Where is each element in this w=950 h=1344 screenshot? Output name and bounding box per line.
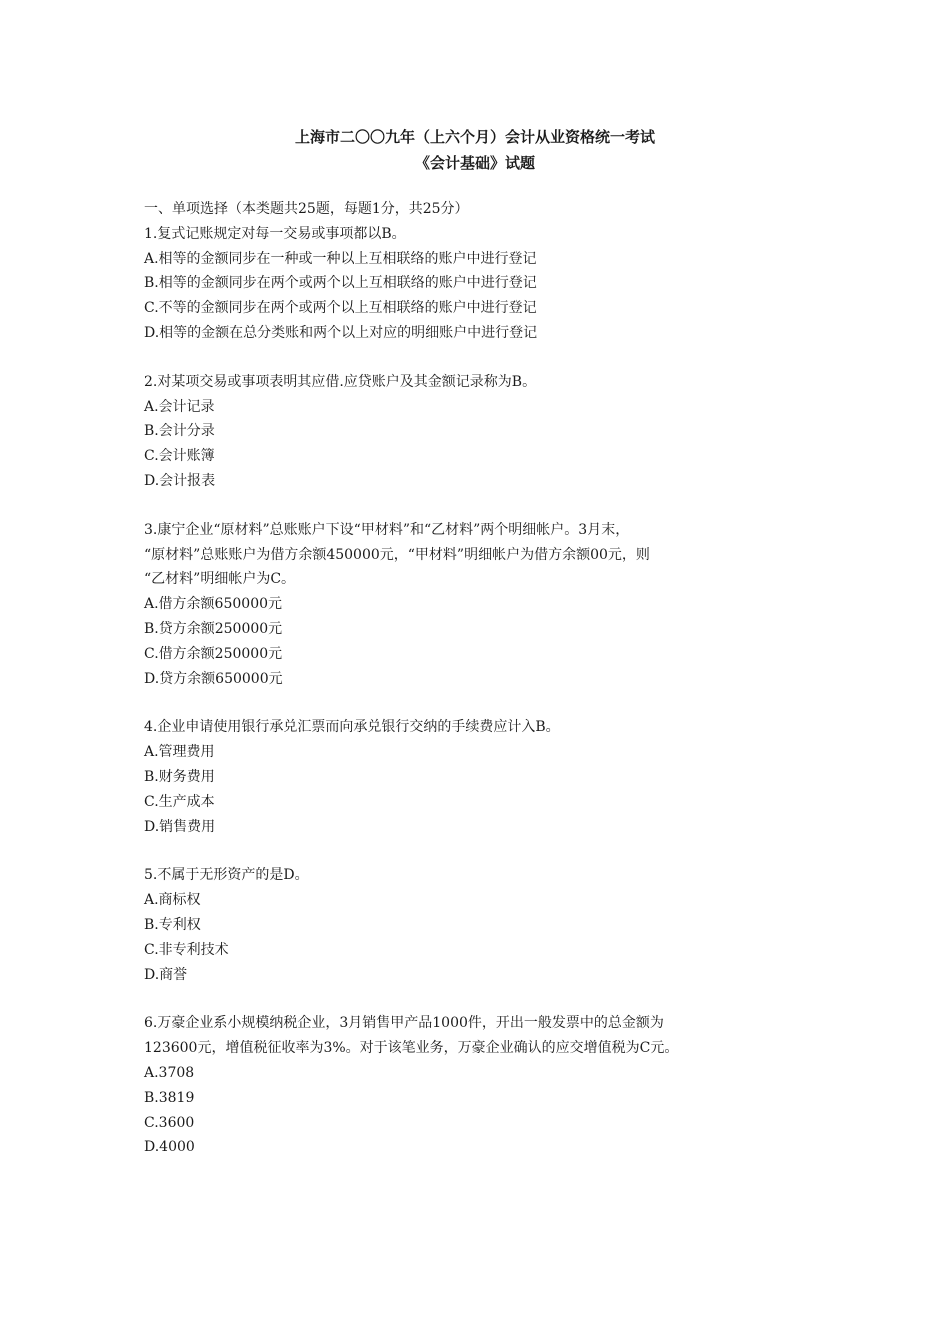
question-text: “乙材料”明细帐户为C。 <box>144 571 296 588</box>
option-d: D.4000 <box>144 1139 195 1156</box>
question-5 <box>144 863 824 987</box>
option-a: A.会计记录 <box>144 398 215 415</box>
option-c: C.非专利技术 <box>144 941 229 958</box>
option-b: B.贷方余额250000元 <box>144 620 283 637</box>
option-d: D.销售费用 <box>144 818 216 835</box>
question-text: 3.康宁企业“原材料”总账账户下设“甲材料”和“乙材料”两个明细帐户。3月末， <box>144 521 630 538</box>
question-text: 123600元，增值税征收率为3%。对于该笔业务，万豪企业确认的应交增值税为C元。 <box>144 1040 679 1057</box>
option-a: A.管理费用 <box>144 744 215 761</box>
question-text: “原材料”总账账户为借方余额450000元，“甲材料”明细帐户为借方余额00元，则 <box>144 546 650 563</box>
question-2 <box>144 370 824 494</box>
question-text: 1.复式记账规定对每一交易或事项都以B。 <box>144 225 406 242</box>
option-c: C.3600 <box>144 1114 195 1131</box>
question-spacer <box>144 346 824 370</box>
question-spacer <box>144 987 824 1011</box>
option-b: B.专利权 <box>144 916 201 933</box>
option-c: C.不等的金额同步在两个或两个以上互相联络的账户中进行登记 <box>144 300 537 317</box>
question-6 <box>144 1011 824 1160</box>
option-d: D.商誉 <box>144 966 188 983</box>
option-c: C.会计账簿 <box>144 448 215 465</box>
option-d: D.会计报表 <box>144 472 216 489</box>
document-title <box>0 124 950 176</box>
option-b: B.会计分录 <box>144 423 215 440</box>
question-spacer <box>144 691 824 715</box>
option-b: B.3819 <box>144 1089 195 1106</box>
option-a: A.商标权 <box>144 892 201 909</box>
document-body <box>144 197 824 1160</box>
section-heading: 一、单项选择（本类题共25题，每题1分，共25分） <box>144 201 469 217</box>
option-b: B.相等的金额同步在两个或两个以上互相联络的账户中进行登记 <box>144 275 537 292</box>
question-text: 6.万豪企业系小规模纳税企业，3月销售甲产品1000件，开出一般发票中的总金额为 <box>144 1015 664 1032</box>
title-line-1: 上海市二〇〇九年（上六个月）会计从业资格统一考试 <box>294 128 655 146</box>
option-a: A.借方余额650000元 <box>144 596 283 613</box>
question-spacer <box>144 494 824 518</box>
option-b: B.财务费用 <box>144 768 215 785</box>
option-d: D.相等的金额在总分类账和两个以上对应的明细账户中进行登记 <box>144 324 538 341</box>
title-line-2: 《会计基础》试题 <box>414 154 535 172</box>
question-spacer <box>144 839 824 863</box>
question-3 <box>144 518 824 692</box>
question-text: 4.企业申请使用银行承兑汇票而向承兑银行交纳的手续费应计入B。 <box>144 719 560 736</box>
question-1 <box>144 222 824 346</box>
question-text: 2.对某项交易或事项表明其应借.应贷账户及其金额记录称为B。 <box>144 373 537 390</box>
question-text: 5.不属于无形资产的是D。 <box>144 867 309 884</box>
option-c: C.生产成本 <box>144 793 215 810</box>
option-a: A.3708 <box>144 1064 195 1081</box>
option-c: C.借方余额250000元 <box>144 645 283 662</box>
option-a: A.相等的金额同步在一种或一种以上互相联络的账户中进行登记 <box>144 250 537 267</box>
option-d: D.贷方余额650000元 <box>144 670 283 687</box>
question-4 <box>144 715 824 839</box>
